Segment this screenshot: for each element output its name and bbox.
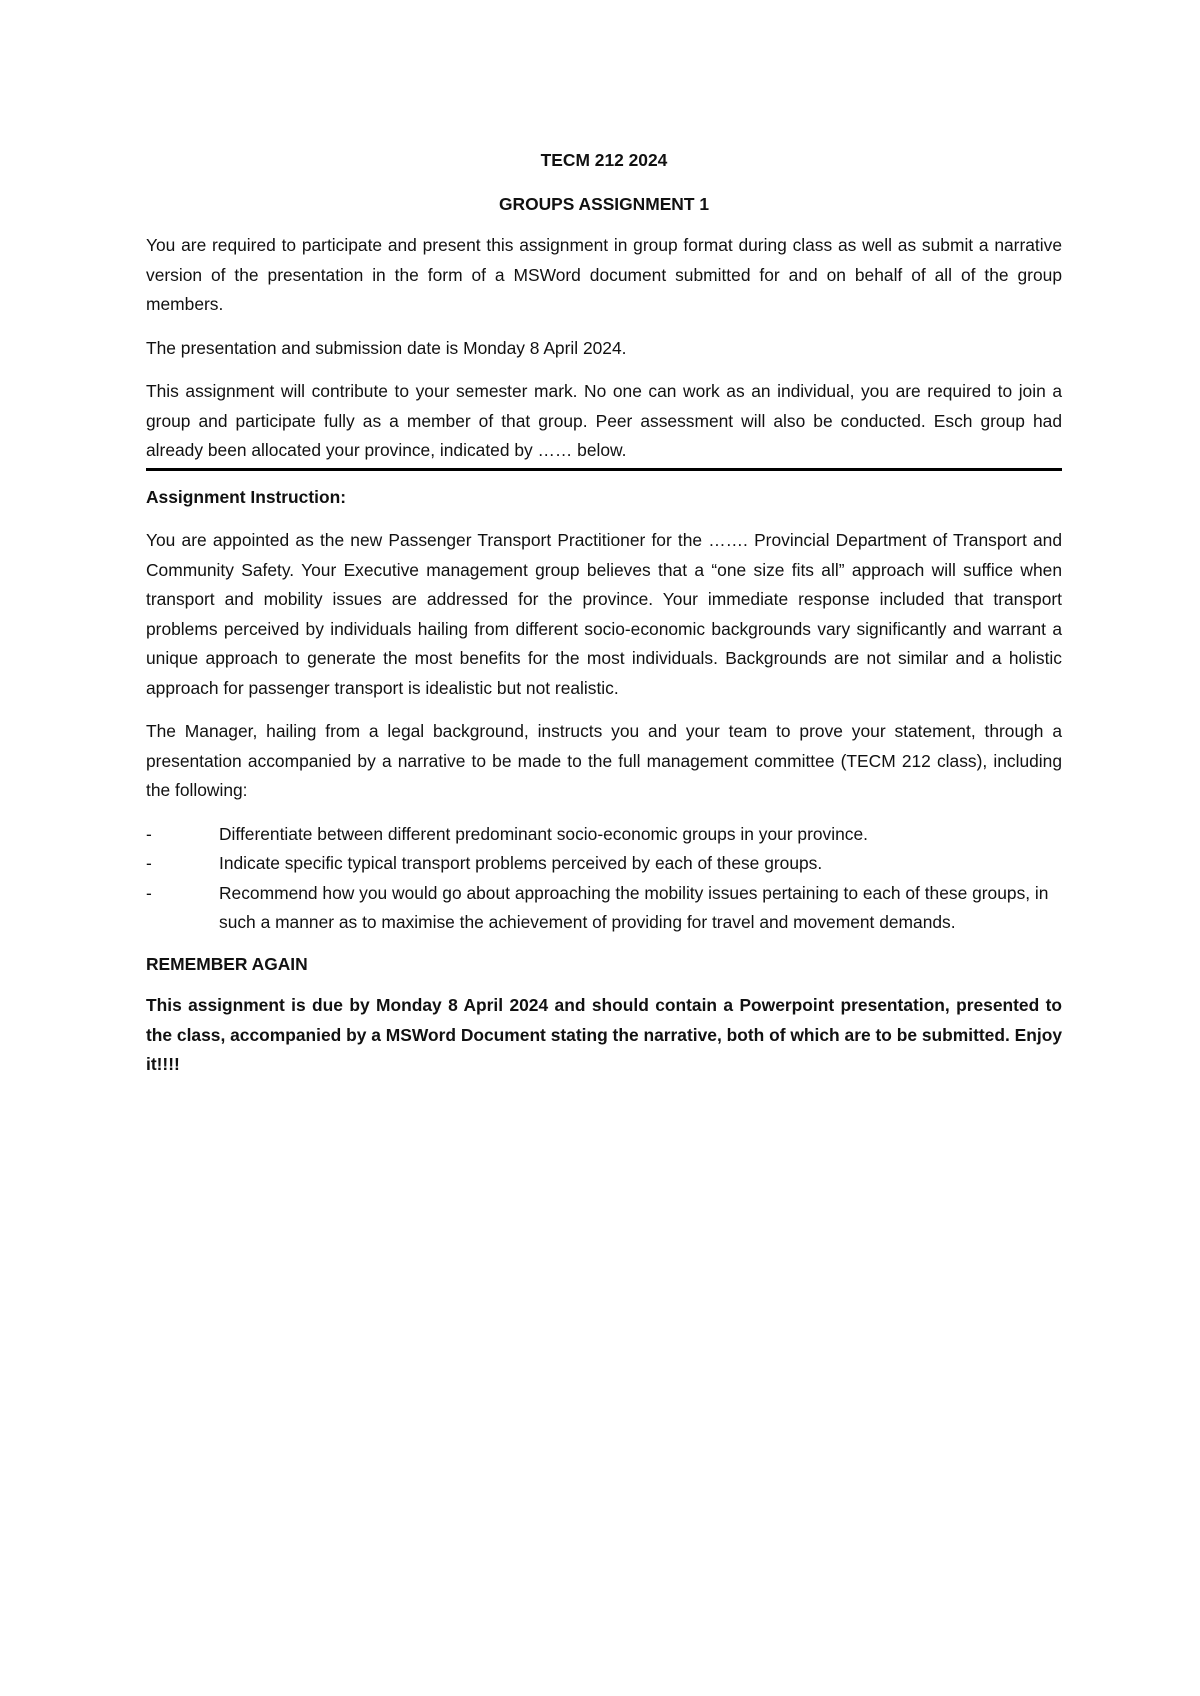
list-dash-marker: - — [146, 853, 152, 873]
document-body — [146, 146, 1062, 1094]
list-dash-marker: - — [146, 882, 152, 903]
list-item-text: Indicate specific typical transport problems perceived by each of these groups. — [219, 853, 823, 873]
list-dash-marker: - — [146, 823, 152, 844]
list-item-text: Differentiate between different predominant socio-economic groups in your province. — [219, 823, 868, 844]
intro-paragraph-1: You are required to participate and present this assignment in group format during class as well as submit a narrative version of the presentation in the form of a MSWord document submitted for and on behalf of all of the group members. — [146, 235, 1062, 314]
list-item — [146, 849, 1062, 879]
submission-date-paragraph: The presentation and submission date is Monday 8 April 2024. — [146, 337, 627, 358]
instruction-paragraph-1: You are appointed as the new Passenger Transport Practitioner for the ……. Provincial Department of Transport and Community Safety. Your Executive management group believes that a “one size fits all” approach will suffice when transport and mobility issues are addressed for the province. Your immediate response included that transport problems perceived by individuals hailing from different socio-economic backgrounds vary significantly and warrant a unique approach to generate the most benefits for the most individuals. Backgrounds are not similar and a holistic approach for passenger transport is idealistic but not realistic. — [146, 530, 1062, 698]
document-subtitle: GROUPS ASSIGNMENT 1 — [498, 193, 709, 214]
list-item-text: Recommend how you would go about approaching the mobility issues pertaining to each of these groups, in such a manner as to maximise the achievement of providing for travel and movement demands. — [219, 882, 1049, 932]
list-item — [146, 879, 1062, 938]
closing-statement: This assignment is due by Monday 8 April 2024 and should contain a Powerpoint presentation, presented to the class, accompanied by a MSWord Document stating the narrative, both of which are to be submitted. Enjoy it!!!! — [146, 995, 1062, 1074]
list-item — [146, 820, 1062, 850]
requirements-list — [146, 820, 1062, 938]
instruction-heading: Assignment Instruction: — [146, 486, 347, 507]
remember-heading: REMEMBER AGAIN — [146, 953, 308, 974]
document-title: TECM 212 2024 — [540, 150, 668, 170]
instruction-paragraph-2: The Manager, hailing from a legal background, instructs you and your team to prove your statement, through a presentation accompanied by a narrative to be made to the full management committee (TECM 212 class), including the following: — [146, 721, 1062, 800]
contribution-paragraph: This assignment will contribute to your semester mark. No one can work as an individual, you are required to join a group and participate fully as a member of that group. Peer assessment will also be conducted. Esch group had already been allocated your province, indicated by …… below. — [146, 377, 1062, 471]
